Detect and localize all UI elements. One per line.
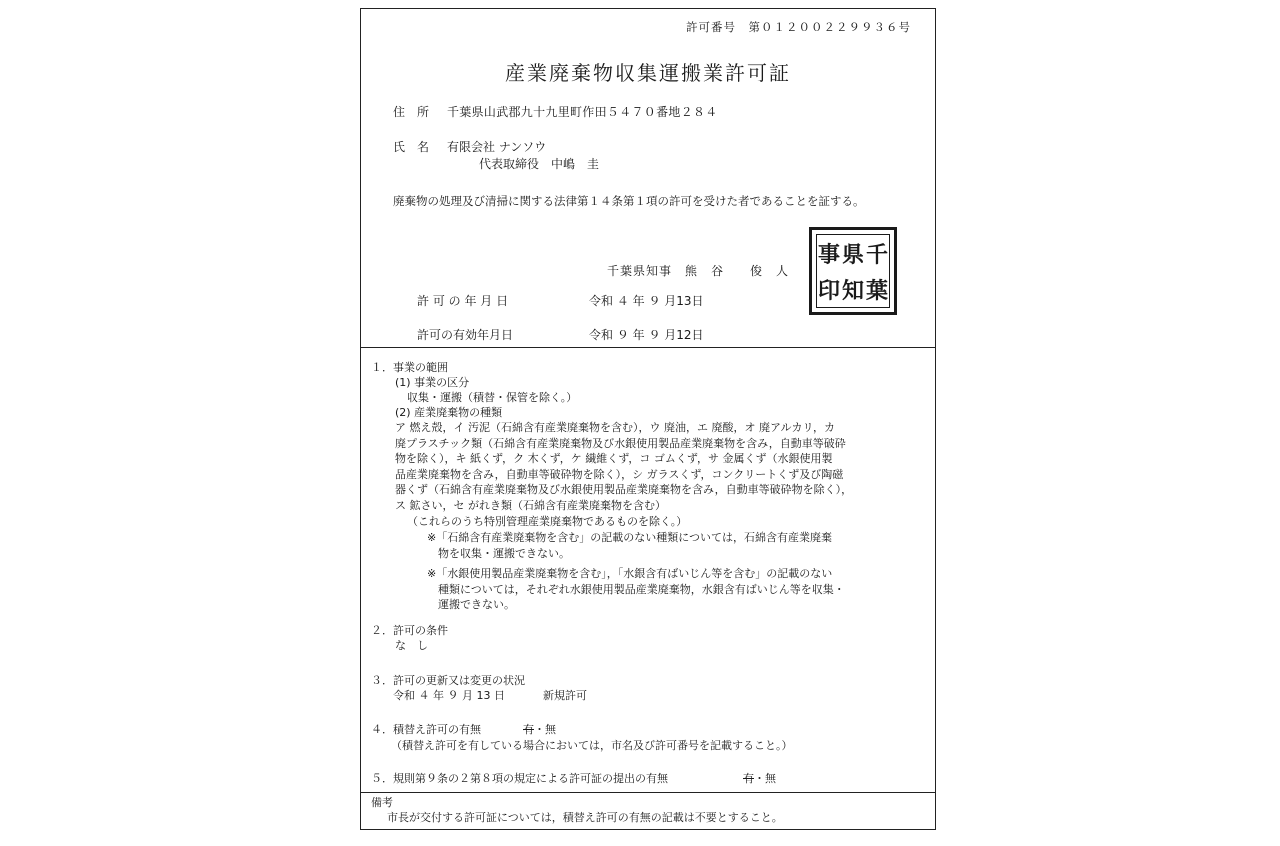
seal-char: 知: [841, 277, 864, 304]
address-label: 住 所: [393, 105, 430, 119]
option-yes: 有: [743, 772, 754, 785]
seal-char: 葉: [865, 277, 888, 304]
note-line: ※「水銀使用製品産業廃棄物を含む」，「水銀含有ばいじん等を含む」の記載のない: [427, 567, 833, 580]
section1-sub2-heading: (2) 産業廃棄物の種類: [395, 406, 503, 419]
section4-note: （積替え許可を有している場合においては，市名及び許可番号を記載すること。）: [391, 739, 793, 752]
representative-name: 代表取締役 中嶋 圭: [479, 157, 600, 171]
note-line: ※「石綿含有産業廃棄物を含む」の記載のない種類については，石綿含有産業廃棄: [427, 531, 832, 544]
seal-char: 千: [865, 241, 888, 268]
waste-types-line: ア 燃え殻，イ 汚泥（石綿含有産業廃棄物を含む），ウ 廃油，エ 廃酸，オ 廃アルカリ，カ: [395, 421, 835, 434]
valid-date-value: 令和 ９ 年 ９ 月12日: [589, 328, 704, 342]
section1-sub1-text: 収集・運搬（積替・保管を除く。）: [407, 391, 578, 404]
seal-char: 事: [817, 241, 840, 268]
section1-heading: １．事業の範囲: [371, 361, 448, 374]
section5-choice: [743, 771, 776, 787]
waste-types-line: 器くず（石綿含有産業廃棄物及び水銀使用製品産業廃棄物を含み，自動車等破砕物を除く），: [395, 483, 853, 497]
section2-value: な し: [395, 639, 428, 652]
section4-choice: [523, 722, 556, 738]
remarks-divider: [361, 792, 935, 793]
note-line: 物を収集・運搬できない。: [438, 546, 570, 560]
address-value: 千葉県山武郡九十九里町作田５４７０番地２８４: [447, 105, 718, 119]
seal-char: 県: [841, 241, 864, 268]
mercury-note: [427, 566, 845, 613]
certification-text: 廃棄物の処理及び清掃に関する法律第１４条第１項の許可を受けた者であることを証する。: [393, 194, 865, 208]
issuer-name: 千葉県知事 熊 谷 俊 人: [607, 264, 790, 278]
section5-heading: ５．規則第９条の２第８項の規定による許可証の提出の有無: [371, 772, 668, 785]
company-name: 有限会社 ナンソウ: [447, 140, 547, 154]
waste-types-line: ス 鉱さい，セ がれき類（石綿含有産業廃棄物を含む）: [395, 498, 666, 512]
section4-heading: ４．積替え許可の有無: [371, 723, 481, 736]
section3-status: 新規許可: [543, 689, 587, 702]
note-line: 種類については，それぞれ水銀使用製品産業廃棄物，水銀含有ばいじん等を収集・: [438, 582, 845, 596]
name-label: 氏 名: [393, 140, 430, 154]
valid-date-label: 許可の有効年月日: [417, 328, 514, 342]
remarks-text: 市長が交付する許可証については，積替え許可の有無の記載は不要とすること。: [387, 811, 783, 824]
permit-date-value: 令和 ４ 年 ９ 月13日: [589, 294, 704, 308]
option-no: 無: [765, 772, 776, 785]
option-separator: ・: [754, 772, 765, 785]
option-no: 無: [545, 723, 556, 736]
option-separator: ・: [534, 723, 545, 736]
option-yes: 有: [523, 723, 534, 736]
note-line: 運搬できない。: [438, 598, 515, 612]
section-divider: [361, 347, 935, 348]
special-waste-exclusion: （これらのうち特別管理産業廃棄物であるものを除く。）: [407, 515, 688, 528]
waste-types-list: [395, 420, 852, 514]
section3-heading: ３．許可の更新又は変更の状況: [371, 674, 525, 687]
seal-char: 印: [817, 277, 840, 304]
section2-heading: ２．許可の条件: [371, 624, 448, 637]
asbestos-note: [427, 530, 832, 561]
remarks-heading: 備考: [371, 796, 393, 809]
permit-certificate: [360, 8, 936, 830]
permit-number: 許可番号 第０１２００２２９９３６号: [686, 20, 911, 34]
waste-types-line: 品産業廃棄物を含み，自動車等破砕物を除く），シ ガラスくず，コンクリートくず及び陶磁: [395, 467, 844, 481]
waste-types-line: 廃プラスチック類（石綿含有産業廃棄物及び水銀使用製品産業廃棄物を含み，自動車等破砕: [395, 436, 846, 450]
waste-types-line: 物を除く），キ 紙くず，ク 木くず，ケ 繊維くず，コ ゴムくず，サ 金属くず（水銀使用製: [395, 452, 833, 466]
section3-date: 令和 ４ 年 ９ 月 13 日: [393, 689, 505, 702]
permit-date-label: 許 可 の 年 月 日: [417, 294, 509, 308]
section1-sub1-heading: (1) 事業の区分: [395, 376, 470, 389]
document-title: 産業廃棄物収集運搬業許可証: [505, 61, 791, 85]
official-seal-icon: [809, 227, 897, 315]
